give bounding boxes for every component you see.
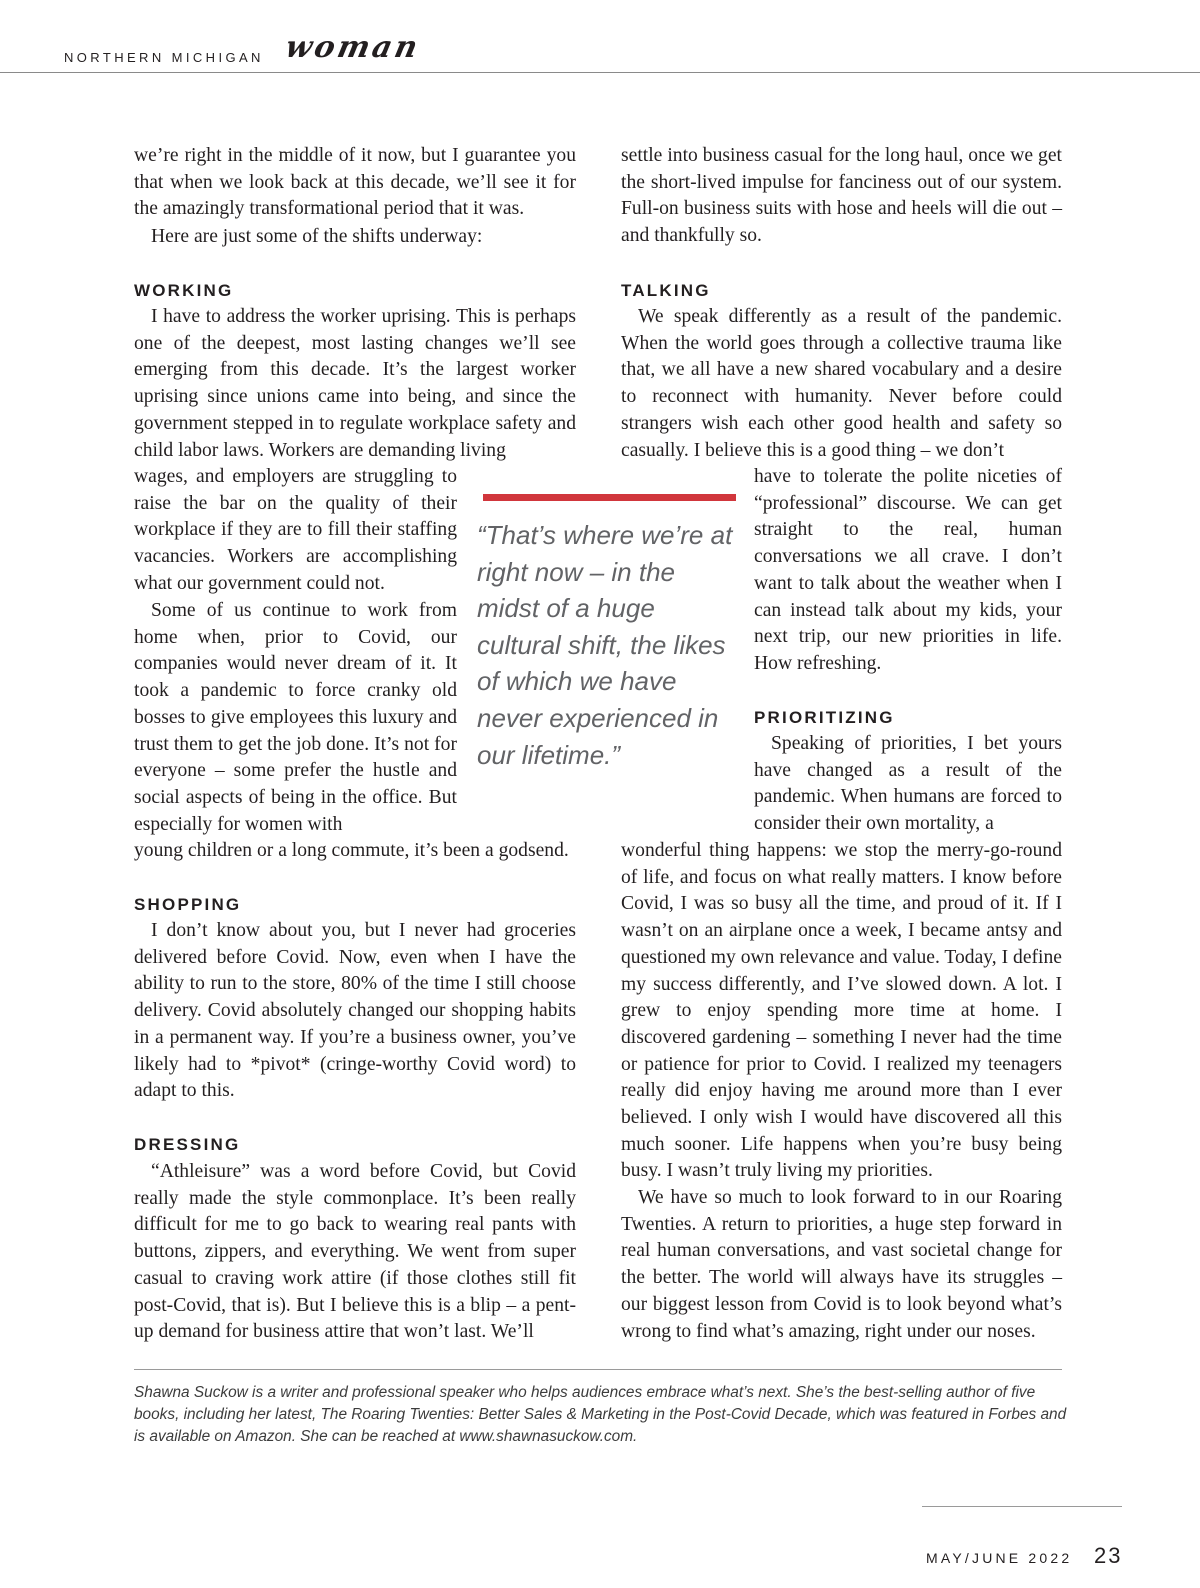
section-heading-dressing: DRESSING — [134, 1135, 241, 1154]
bio-divider — [134, 1369, 1062, 1370]
page-number: 23 — [1094, 1543, 1123, 1568]
section-heading-talking: TALKING — [621, 281, 711, 300]
issue-date: MAY/JUNE 2022 — [926, 1550, 1073, 1566]
section-heading-prioritizing: PRIORITIZING — [754, 708, 895, 727]
talking-paragraph-wrap: have to tolerate the polite niceties of “professional” discourse. We can get straight to the real, human conversations we all crave. I don’t want to talk about the weather when I can instead talk about my kids, your next trip, our new priorities in life. How refreshing. — [754, 466, 1062, 674]
publication-name: NORTHERN MICHIGAN — [64, 50, 264, 65]
section-heading-working: WORKING — [134, 281, 234, 300]
intro-paragraph: we’re right in the middle of it now, but I guarantee you that when we look back at this decade, we’ll see it for the amazingly transformational period that it was. — [134, 145, 576, 220]
talking-paragraph: We speak differently as a result of the pandemic. When the world goes through a collective trauma like that, we all have a new shared vocabulary and a desire to reconnect with humanity. Never before could strangers wish each other good health and safety so casually. I believe this is a good thing – we don’t — [621, 306, 1062, 461]
closing-paragraph: We have so much to look forward to in our Roaring Twenties. A return to priorities, a huge step forward in real human conversations, and vast societal change for the better. The world will always have its struggles – our biggest lesson from Covid is to look beyond what’s wrong to find what’s amazing, right under our noses. — [621, 1187, 1062, 1342]
section-heading-shopping: SHOPPING — [134, 895, 242, 914]
prioritizing-paragraph-wrap: wonderful thing happens: we stop the merry-go-round of life, and focus on what really matters. I know before Covid, I was so busy all the time, and proud of it. If I wasn’t on an airplane once a week, I became antsy and questioned my own relevance and value. Today, I define my success differently, and I’ve slowed down. A lot. I grew to enjoy spending more time at home. I discovered gardening – something I never had the time or patience for prior to Covid. I realized my teenagers really did enjoy having me around more than I ever believed. I only wish I would have discovered all this much sooner. Life happens when you’re busy being busy. I wasn’t truly living my priorities. — [621, 840, 1062, 1182]
intro-paragraph-2: Here are just some of the shifts underway: — [151, 226, 483, 247]
prioritizing-paragraph: Speaking of priorities, I bet yours have changed as a result of the pandemic. When humans are forced to consider their own mortality, a — [754, 733, 1062, 835]
footer-divider — [922, 1506, 1122, 1507]
masthead — [0, 0, 1200, 73]
working-paragraph-2-end: young children or a long commute, it’s been a godsend. — [134, 840, 569, 861]
dressing-paragraph: “Athleisure” was a word before Covid, but Covid really made the style commonplace. It’s been really difficult for me to go back to wearing real pants with buttons, zippers, and everything. We went from super casual to craving work attire (if those clothes still fit post-Covid, that is). But I believe this is a blip – a pent-up demand for business attire that won’t last. We’ll — [134, 1161, 576, 1343]
working-paragraph-1-wrap: wages, and employers are struggling to raise the bar on the quality of their workplace if they are to fill their staffing vacancies. Workers are accomplishing what our government could not. — [134, 466, 457, 594]
shopping-paragraph: I don’t know about you, but I never had groceries delivered before Covid. Now, even when I have the ability to run to the store, 80% of the time I still choose delivery. Covid absolutely changed our shopping habits in a permanent way. If you’re a business owner, you’ve likely had to *pivot* (cringe-worthy Covid word) to adapt to this. — [134, 920, 576, 1102]
author-bio: Shawna Suckow is a writer and professional speaker who helps audiences embrace what’s next. She’s the best-selling author of five books, including her latest, The Roaring Twenties: Better Sales & Marketing in the Post-Covid Decade, which was featured in Forbes and is available on Amazon. She can be reached at www.shawnasuckow.com. — [134, 1384, 1067, 1445]
dressing-continued-paragraph: settle into business casual for the long haul, once we get the short-lived impulse for fanciness out of our system. Full-on business suits with hose and heels will die out – and thankfully so. — [621, 145, 1062, 247]
pull-quote: “That’s where we’re at right now – in the midst of a huge cultural shift, the likes of which we have never experienced in our lifetime.” — [477, 520, 733, 770]
publication-script-logo: woman — [282, 30, 424, 65]
working-paragraph-2: Some of us continue to work from home when, prior to Covid, our companies would never dream of it. It took a pandemic to force cranky old bosses to give employees this luxury and trust them to get the job done. It’s not for everyone – some prefer the hustle and social aspects of being in the office. But especially for women with — [134, 600, 457, 835]
pull-quote-accent-bar — [483, 494, 736, 501]
working-paragraph-1: I have to address the worker uprising. This is perhaps one of the deepest, most lasting changes we’ll see emerging from this decade. It’s the largest worker uprising since unions came into being, and since the government stepped in to regulate workplace safety and child labor laws. Workers are demanding living — [134, 306, 576, 461]
